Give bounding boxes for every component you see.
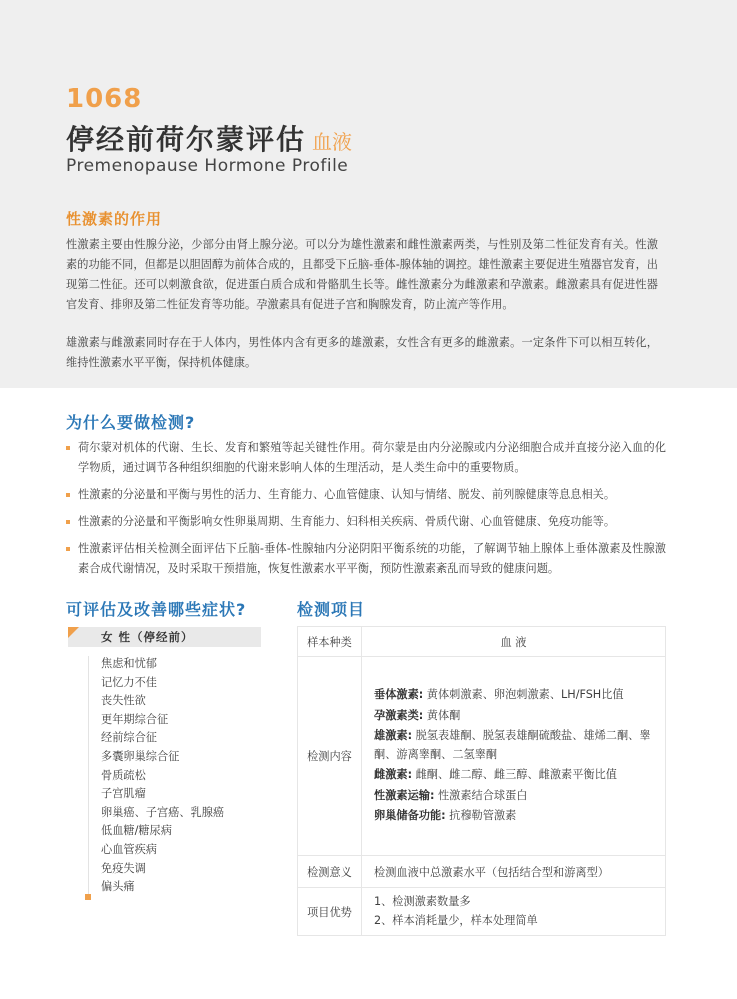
section-heading-tests: 检测项目 [297,600,366,619]
content-value: 雌酮、雌二醇、雌三醇、雌激素平衡比值 [415,768,617,782]
sample-type-value: 血 液 [362,627,666,657]
list-item: 经前综合征 [101,731,157,745]
list-item: 卵巢癌、子宫癌、乳腺癌 [101,805,225,819]
section-heading-symptoms: 可评估及改善哪些症状? [66,600,247,619]
list-item: 骨质疏松 [101,768,146,782]
page-title: 停经前荷尔蒙评估 [66,123,307,156]
test-content-label: 检测内容 [298,657,362,856]
list-item: 性激素评估相关检测全面评估下丘脑-垂体-性腺轴内分泌阴阳平衡系统的功能，了解调节轴上腺体上垂体激素及性腺激素合成代谢情况，及时采取干预措施，恢复性激素水平平衡，预防性激素紊乱而导致的健康问题。 [66,539,666,579]
advantage-label: 项目优势 [298,888,362,936]
advantage-item: 1、检测激素数量多 [374,895,471,908]
test-meaning-value: 检测血液中总激素水平（包括结合型和游离型） [362,856,666,888]
symptom-list-rule [88,656,89,896]
test-meaning-label: 检测意义 [298,856,362,888]
content-value: 性激素结合球蛋白 [437,788,528,802]
test-content-cell [362,657,666,856]
list-item: 免疫失调 [101,861,146,875]
list-item: 焦虑和忧郁 [101,657,157,670]
list-item: 丧失性欲 [101,694,146,708]
content-key: 孕激素类: [374,708,424,722]
table-row [298,888,666,936]
content-key: 性激素运输: [374,788,435,802]
content-item [374,766,653,785]
list-item: 子宫肌瘤 [101,787,146,801]
table-row [298,856,666,888]
list-item: 荷尔蒙对机体的代谢、生长、发育和繁殖等起关键性作用。荷尔蒙是由内分泌腺或内分泌细胞合成并直接分泌入血的化学物质，通过调节各种组织细胞的代谢来影响人体的生理活动，是人类生命中的重要物质。 [66,438,666,478]
content-item [374,707,653,726]
content-key: 雄激素: [374,729,413,743]
english-title: Premenopause Hormone Profile [66,156,349,176]
sample-type-label: 样本种类 [298,627,362,657]
list-item: 性激素的分泌量和平衡与男性的活力、生育能力、心血管健康、认知与情绪、脱发、前列腺健康等息息相关。 [66,485,666,505]
symptom-list-end-marker [85,894,91,900]
table-row [298,657,666,856]
list-item: 低血糖/糖尿病 [101,824,172,838]
advantage-cell [362,888,666,936]
content-item [374,727,653,764]
list-item: 心血管疾病 [101,842,157,856]
list-item: 性激素的分泌量和平衡影响女性卵巢周期、生育能力、妇科相关疾病、骨质代谢、心血管健康、免疫功能等。 [66,512,666,532]
section-heading-hormone-role: 性激素的作用 [66,210,163,228]
corner-accent [68,627,79,638]
list-item: 记忆力不佳 [101,675,157,689]
title-row [66,118,352,158]
header-background [0,0,737,388]
test-items-table [297,626,666,936]
content-item [374,787,653,806]
table-row [298,627,666,657]
content-value: 黄体刺激素、卵泡刺激素、LH/FSH比值 [426,688,624,702]
content-value: 抗穆勒管激素 [449,809,517,823]
list-item: 更年期综合征 [101,712,169,726]
section-heading-why-test: 为什么要做检测? [66,413,196,432]
symptom-list [101,655,224,897]
content-value: 脱氢表雄酮、脱氢表雄酮硫酸盐、雄烯二酮、睾酮、游离睾酮、二氢睾酮 [374,729,651,761]
product-code: 1068 [66,84,143,114]
list-item: 多囊卵巢综合征 [101,749,180,763]
content-key: 卵巢储备功能: [374,809,446,823]
content-item [374,807,653,826]
advantage-item: 2、样本消耗量少，样本处理简单 [374,913,538,927]
sample-type-tag: 血液 [312,130,353,154]
hormone-role-paragraph-1: 性激素主要由性腺分泌，少部分由肾上腺分泌。可以分为雄性激素和雌性激素两类，与性别及第二性征发育有关。性激素的功能不同，但都是以胆固醇为前体合成的，且都受下丘脑-垂体-腺体轴的调控。雄性激素主要促进生殖器官发育，出现第二性征。还可以刺激食欲，促进蛋白质合成和骨骼肌生长等。雌性激素分为雌激素和孕激素。雌激素具有促进性器官发育、排卵及第二性征发育等功能。孕激素具有促进子宫和胸腺发育，防止流产等作用。 [66,238,658,311]
female-group-label: 女 性（停经前） [101,630,194,644]
hormone-role-paragraph-2: 雄激素与雌激素同时存在于人体内，男性体内含有更多的雄激素，女性含有更多的雌激素。一定条件下可以相互转化，维持性激素水平平衡，保持机体健康。 [66,336,658,369]
content-value: 黄体酮 [426,708,461,722]
female-group-bar [68,627,261,647]
content-item [374,686,653,705]
why-test-list [66,438,666,586]
content-key: 垂体激素: [374,688,424,702]
content-key: 雌激素: [374,768,413,782]
list-item: 偏头痛 [101,880,135,894]
